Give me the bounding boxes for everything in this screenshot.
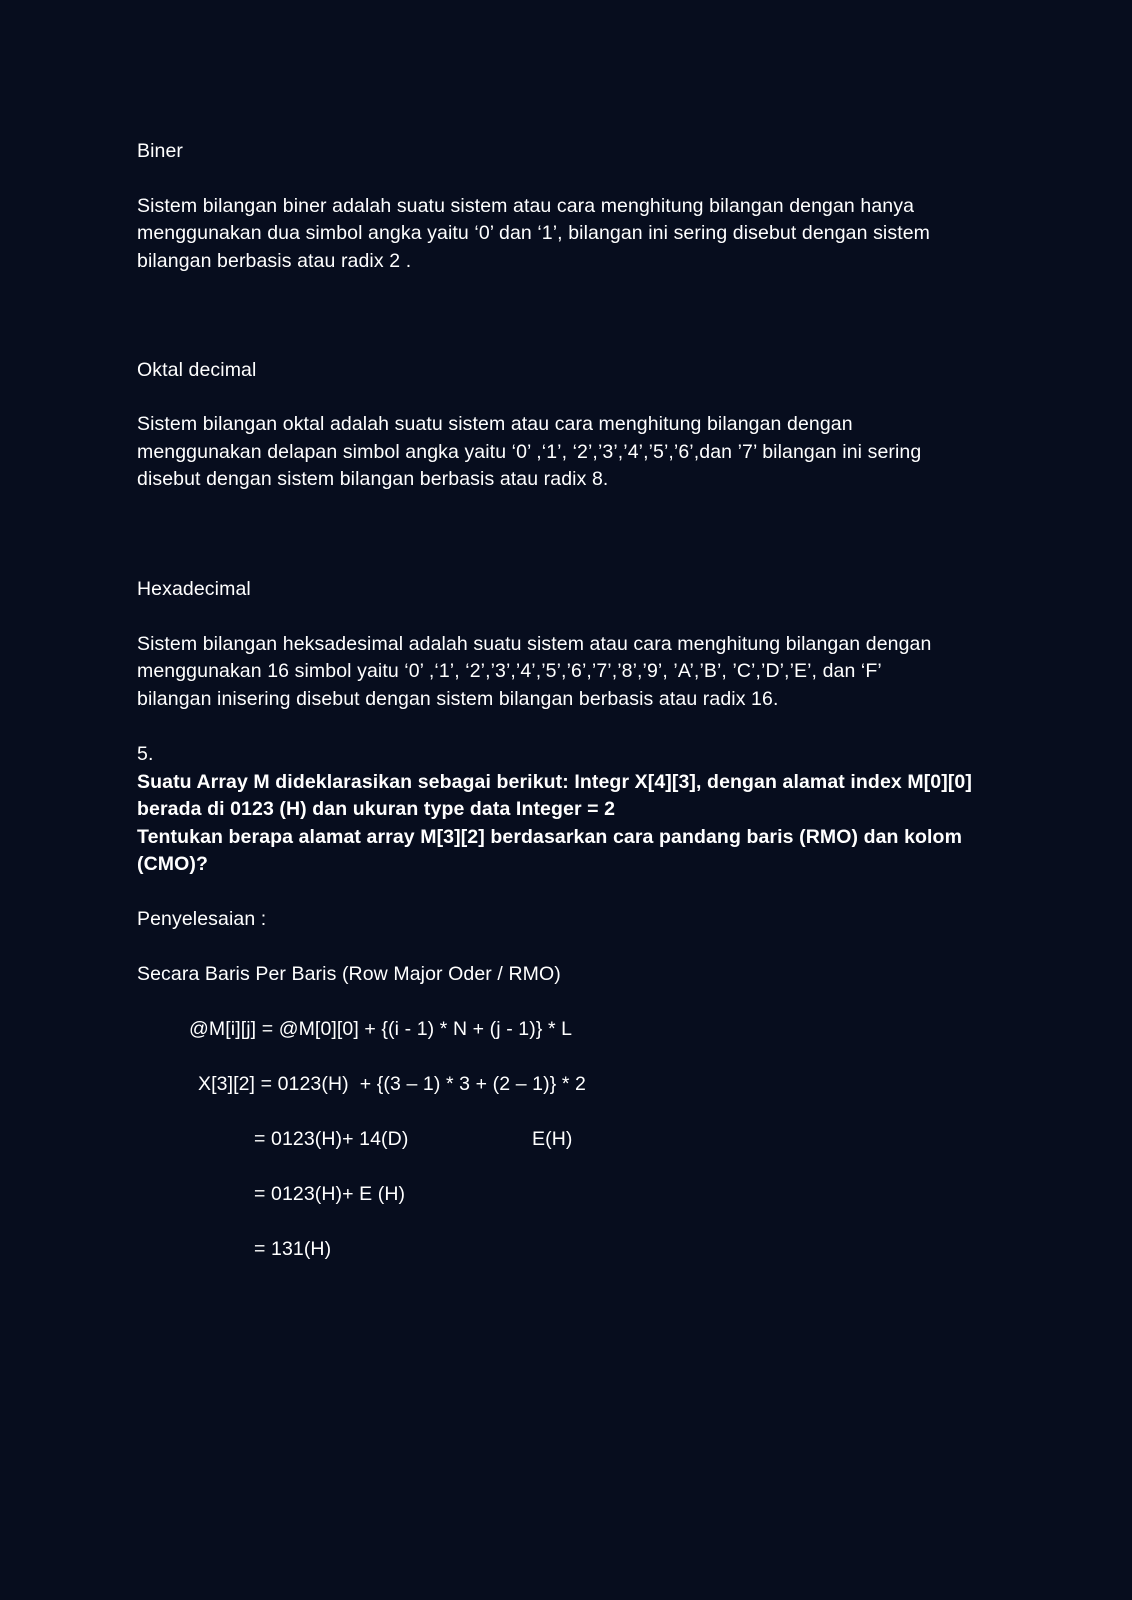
- paragraph-line: menggunakan delapan simbol angka yaitu ‘0’ ,‘1’, ‘2’,’3’,’4’,’5’,’6’,dan ’7’ bilangan ini sering: [137, 441, 922, 463]
- heading-hexadecimal: Hexadecimal: [137, 578, 251, 600]
- calculation-step: = 0123(H)+ 14(D): [254, 1128, 409, 1150]
- question-line: berada di 0123 (H) dan ukuran type data Integer = 2: [137, 798, 616, 820]
- calculation-step: = 0123(H)+ E (H): [254, 1183, 406, 1205]
- question-line: Tentukan berapa alamat array M[3][2] berdasarkan cara pandang baris (RMO) dan kolom: [137, 826, 963, 848]
- substitution-line: X[3][2] = 0123(H) + {(3 – 1) * 3 + (2 – 1)} * 2: [198, 1073, 586, 1095]
- paragraph-line: disebut dengan sistem bilangan berbasis atau radix 8.: [137, 468, 609, 490]
- paragraph-line: Sistem bilangan heksadesimal adalah suatu sistem atau cara menghitung bilangan dengan: [137, 633, 932, 655]
- solution-method: Secara Baris Per Baris (Row Major Oder / RMO): [137, 963, 561, 985]
- calculation-result: = 131(H): [254, 1238, 332, 1260]
- paragraph-line: bilangan berbasis atau radix 2 .: [137, 250, 412, 272]
- paragraph-line: Sistem bilangan biner adalah suatu sistem atau cara menghitung bilangan dengan hanya: [137, 195, 915, 217]
- heading-biner: Biner: [137, 140, 184, 162]
- question-number: 5.: [137, 743, 154, 765]
- paragraph-line: Sistem bilangan oktal adalah suatu sistem atau cara menghitung bilangan dengan: [137, 413, 853, 435]
- paragraph-line: menggunakan dua simbol angka yaitu ‘0’ dan ‘1’, bilangan ini sering disebut dengan sistem: [137, 222, 931, 244]
- question-line: Suatu Array M dideklarasikan sebagai berikut: Integr X[4][3], dengan alamat index M[0][0]: [137, 771, 972, 793]
- solution-label: Penyelesaian :: [137, 908, 267, 930]
- paragraph-line: bilangan inisering disebut dengan sistem bilangan berbasis atau radix 16.: [137, 688, 779, 710]
- heading-oktal: Oktal decimal: [137, 359, 257, 381]
- paragraph-line: menggunakan 16 simbol yaitu ‘0’ ,‘1’, ‘2’,’3’,’4’,’5’,’6’,’7’,’8’,’9’, ’A’,’B’, ’C’,’D’,’E’, dan ‘F’: [137, 660, 882, 682]
- calculation-note: E(H): [532, 1128, 573, 1150]
- question-line: (CMO)?: [137, 853, 208, 875]
- formula-line: @M[i][j] = @M[0][0] + {(i - 1) * N + (j - 1)} * L: [189, 1018, 573, 1040]
